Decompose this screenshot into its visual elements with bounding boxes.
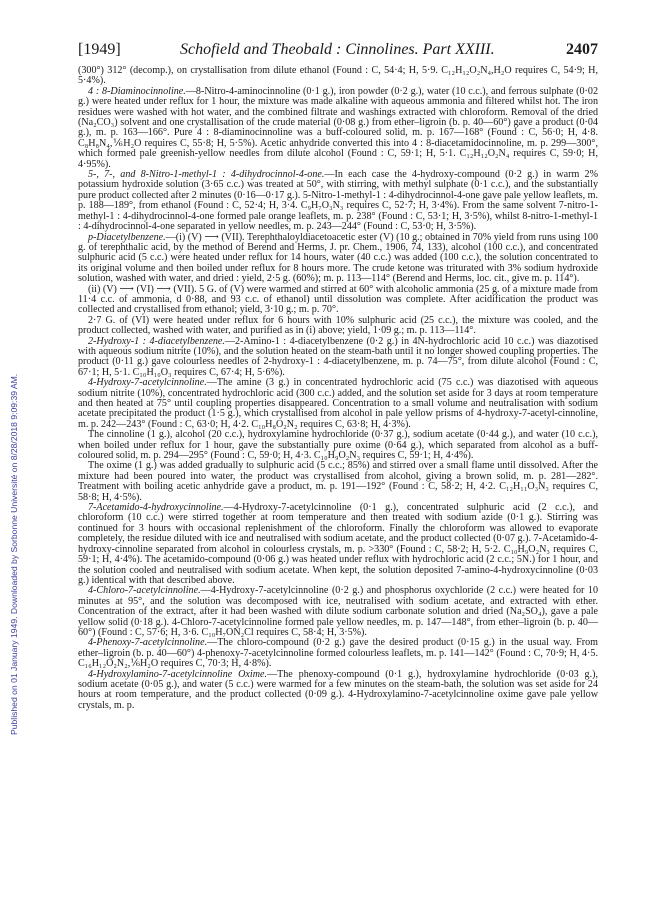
paragraph-text: (ii) (V) ⟶ (VI) ⟶ (VII). 5 G. of (V) were warmed and stirred at 60° with alcoholic ammonia (25 g. of a mixture made from 11·4 c.c. of ammonia, d 0·88, and 93 c.c. of ethanol) until dissolution was complete. After acidification the product was collected and crystallised from ethanol; yield, 3·10 g.; m. p. 70°. (78, 283, 598, 316)
paragraph (78, 170, 598, 232)
paragraph (78, 87, 598, 170)
compound-heading: 5-, 7-, and 8-Nitro-1-methyl-1 : 4-dihydrocinnol-4-one. (88, 169, 325, 181)
compound-heading: 4 : 8-Diaminocinnoline. (88, 85, 186, 97)
paragraph-text: 2·7 G. of (VI) were heated under reflux for 6 hours with 10% sulphuric acid (25 c.c.), the mixture was cooled, and the product collected, washed with water, and purified as in (i) above; yield, 1·09 g.; m. p. 113—114°. (78, 314, 598, 337)
download-notice-link[interactable]: Published on 01 January 1949. Downloaded by Sorbonne Université on 8/28/2018 9:09:39 AM. (9, 373, 19, 735)
paragraph-text: —4-Hydroxy-7-acetylcinnoline (0·1 g.), concentrated sulphuric acid (2 c.c.), and chloroform (10 c.c.) were stirred together at room temperature and then treated with sodium azide (0·1 g.). Stirring was continued for 3 hours with occasional replenishment of the chloroform. Finally the chloroform was allowed to evaporate completely, the residue diluted with ice and neutralised with sodium acetate, and the product collected (0·07 g.). 7-Acetamido-4-hydroxy-cinnoline separated from alcohol in colourless crystals, m. p. >330° (Found : C, 58·2; H, 5·2. C₁₀H₉O₂N₃ requires C, 59·1; H, 4·4%). The acetamido-compound (0·06 g.) was heated under reflux with hydrochloric acid (2 c.c.; 5N.) for 1 hour, and the solution cooled and neutralised with sodium acetate. When kept, the solution deposited 7-amino-4-hydroxycinnoline (0·03 g.) identical with that described above. (78, 502, 598, 586)
download-notice-sidebar (8, 135, 24, 735)
compound-heading: 4-Chloro-7-acetylcinnoline. (88, 585, 201, 597)
paragraph (78, 670, 598, 712)
paragraph (78, 430, 598, 461)
compound-heading: 4-Hydroxylamino-7-acetylcinnoline Oxime. (88, 668, 267, 680)
paragraph-text: —The chloro-compound (0·2 g.) gave the desired product (0·15 g.) in the usual way. From ether–ligroin (b. p. 40—60°) 4-phenoxy-7-acetylcinnoline formed colourless leaflets, m. p. 141—142° (Found : C, 70·9; H, 4·5. C₁₆H₁₂O₂N₂,⅙H₂O requires C, 70·3; H, 4·8%). (78, 637, 598, 670)
paragraph-text: —The amine (3 g.) in concentrated hydrochloric acid (75 c.c.) was diazotised with aqueous sodium nitrite (10%), concentrated hydrochloric acid (300 c.c.) added, and the solution set aside for 3 days at room temperature and then heated at 75° until coupling properties disappeared. Concentration to a small volume and neutralisation with sodium acetate precipitated the product (1·5 g.), which crystallised from alcohol in pale yellow prisms of 4-hydroxy-7-acetyl-cinnoline, m. p. 242—243° (Found : C, 63·0; H, 4·2. C₁₀H₈O₂N₂ requires C, 63·8; H, 4·3%). (78, 377, 598, 430)
paragraph (78, 337, 598, 379)
paragraph-text: —8-Nitro-4-aminocinnoline (0·1 g.), iron powder (0·2 g.), water (10 c.c.), and ferrous sulphate (0·02 g.) were heated under reflux for 1 hour, the mixture was made alkaline with aqueous ammonia and filtered whilst hot. The iron residues were washed with hot water, and the combined filtrate and washings extracted with chloroform. Removal of the dried (Na₂CO₃) solvent and one crystallisation of the crude material (0·08 g.) from ether–ligroin (b. p. 40—60°) gave a product (0·04 g.), m. p. 163—166°. Pure 4 : 8-diaminocinnoline was a buff-coloured solid, m. p. 167—168° (Found : C, 56·0; H, 4·8. C₈H₈N₄,⅙H₂O requires C, 55·8; H, 5·5%). Acetic anhydride converted this into 4 : 8-diacetamidocinnoline, m. p. 299—300°, which formed pale greenish-yellow needles from dilute alcohol (Found : C, 59·1; H, 5·1. C₁₂H₁₂O₂N₄ requires C, 59·0; H, 4·95%). (78, 85, 598, 170)
page-header (78, 40, 598, 60)
paragraph-text: The oxime (1 g.) was added gradually to sulphuric acid (5 c.c.; 85%) and stirred over a small flame until dissolved. After the mixture had been poured into water, the product was crystallised from alcohol, giving a brown solid, m. p. 281—282°. Treatment with boiling acetic anhydride gave a product, m. p. 191—192° (Found : C, 58·2; H, 4·2. C₁₂H₁₁O₃N₃ requires C, 58·8; H, 4·5%). (78, 460, 598, 503)
paragraph (78, 638, 598, 669)
article-body (78, 66, 598, 908)
compound-heading: 4-Hydroxy-7-acetylcinnoline. (88, 377, 207, 389)
compound-heading: p-Diacetylbenzene. (88, 231, 166, 243)
paragraph (78, 461, 598, 503)
paragraph-text: —4-Hydroxy-7-acetylcinnoline (0·2 g.) and phosphorus oxychloride (2 c.c.) were heated for 10 minutes at 95°, and the solution was decomposed with ice, neutralised with sodium acetate, and extracted with ether. Concentration of the extract, after it had been washed with dilute sodium carbonate solution and dried (Na₂SO₄), gave a pale yellow solid (0·18 g.). 4-Chloro-7-acetylcinnoline formed pale yellow needles, m. p. 147—148°, from ether–ligroin (b. p. 40—60°) (Found : C, 57·6; H, 3·6. C₁₀H₇ON₂Cl requires C, 58·4; H, 3·5%). (78, 585, 598, 638)
paragraph-text: —The phenoxy-compound (0·1 g.), hydroxylamine hydrochloride (0·03 g.), sodium acetate (0·05 g.), and water (5 c.c.) were warmed for a few minutes on the steam-bath, the solution was set aside for 24 hours at room temperature, and the product collected (0·09 g.). 4-Hydroxylamino-7-acetylcinnoline oxime gave pale yellow crystals, m. p. (78, 668, 598, 711)
paragraph-text: The cinnoline (1 g.), alcohol (20 c.c.), hydroxylamine hydrochloride (0·37 g.), sodium acetate (0·44 g.), and water (10 c.c.), when boiled under reflux for 1 hour, gave the substantially pure oxime (0·64 g.), which separated from alcohol as a buff-coloured solid, m. p. 294—295° (Found : C, 59·0; H, 4·3. C₁₀H₉O₂N₃ requires C, 59·1; H, 4·4%). (78, 429, 598, 462)
paragraph-text: (300°) 312° (decomp.), on crystallisation from dilute ethanol (Found : C, 54·4; H, 5·9. C₁₂H₁₂O₂N₄,H₂O requires C, 54·9; H, 5·4%). (78, 66, 598, 87)
running-title: Schofield and Theobald : Cinnolines. Part XXIII. (180, 41, 495, 58)
paragraph-text: —In each case the 4-hydroxy-compound (0·2 g.) in warm 2% potassium hydroxide solution (3·65 c.c.) was treated at 50°, with stirring, with methyl sulphate (0·1 c.c.), and the substantially pure product collected after 2 minutes (0·16—0·17 g.). 5-Nitro-1-methyl-1 : 4-dihydrocinnol-4-one gave pale yellow leaflets, m. p. 188—189°, from ethanol (Found : C, 52·4; H, 3·4. C₉H₇O₃N₃ requires C, 52·7; H, 3·4%). From the same solvent 7-nitro-1-methyl-1 : 4-dihydrocinnol-4-one formed pale orange leaflets, m. p. 238° (Found : C, 53·1; H, 3·5%), whilst 8-nitro-1-methyl-1 : 4-dihydrocinnol-4-one separated in yellow needles, m. p. 243—244° (Found : C, 53·0; H, 3·5%). (78, 169, 598, 233)
paragraph (78, 285, 598, 316)
paragraph (78, 233, 598, 285)
paragraph (78, 66, 598, 87)
paragraph (78, 378, 598, 430)
paragraph-text: —(i) (V) ⟶ (VII). Terephthaloyldiacetoacetic ester (V) (10 g.; obtained in 70% yield from runs using 100 g. of terephthalic acid, by the method of Berend and Herms, J. pr. Chem., 1906, 74, 133), alcohol (100 c.c.), and concentrated sulphuric acid (5 c.c.) were heated under reflux for 14 hours, water (40 c.c.) was added (100 c.c.), the solution concentrated to its original volume and then boiled under reflux for 8 hours more. The crude ketone was triturated with 3% sodium hydroxide solution, washed with water, and dried : yield, 2·5 g. (60%); m. p. 113—114° (Berend and Herms, loc. cit., give m. p. 114°). (78, 231, 598, 285)
page-number: 2407 (566, 41, 598, 58)
compound-heading: 7-Acetamido-4-hydroxycinnoline. (88, 502, 224, 514)
compound-heading: 2-Hydroxy-1 : 4-diacetylbenzene. (88, 335, 225, 347)
paragraph-text: —2-Amino-1 : 4-diacetylbenzene (0·2 g.) in 4N-hydrochloric acid 10 c.c.) was diazotised with aqueous sodium nitrite (10%), and the solution heated on the steam-bath until it no longer showed coupling properties. The product (0·11 g.) gave colourless needles of 2-hydroxy-1 : 4-diacetylbenzene, m. p. 74—75°, from dilute alcohol (Found : C, 67·1; H, 5·1. C₁₀H₁₀O₃ requires C, 67·4; H, 5·6%). (78, 335, 598, 378)
paragraph (78, 586, 598, 638)
paragraph (78, 316, 598, 337)
paragraph (78, 503, 598, 586)
header-year: [1949] (78, 41, 121, 58)
compound-heading: 4-Phenoxy-7-acetylcinnoline. (88, 637, 208, 649)
